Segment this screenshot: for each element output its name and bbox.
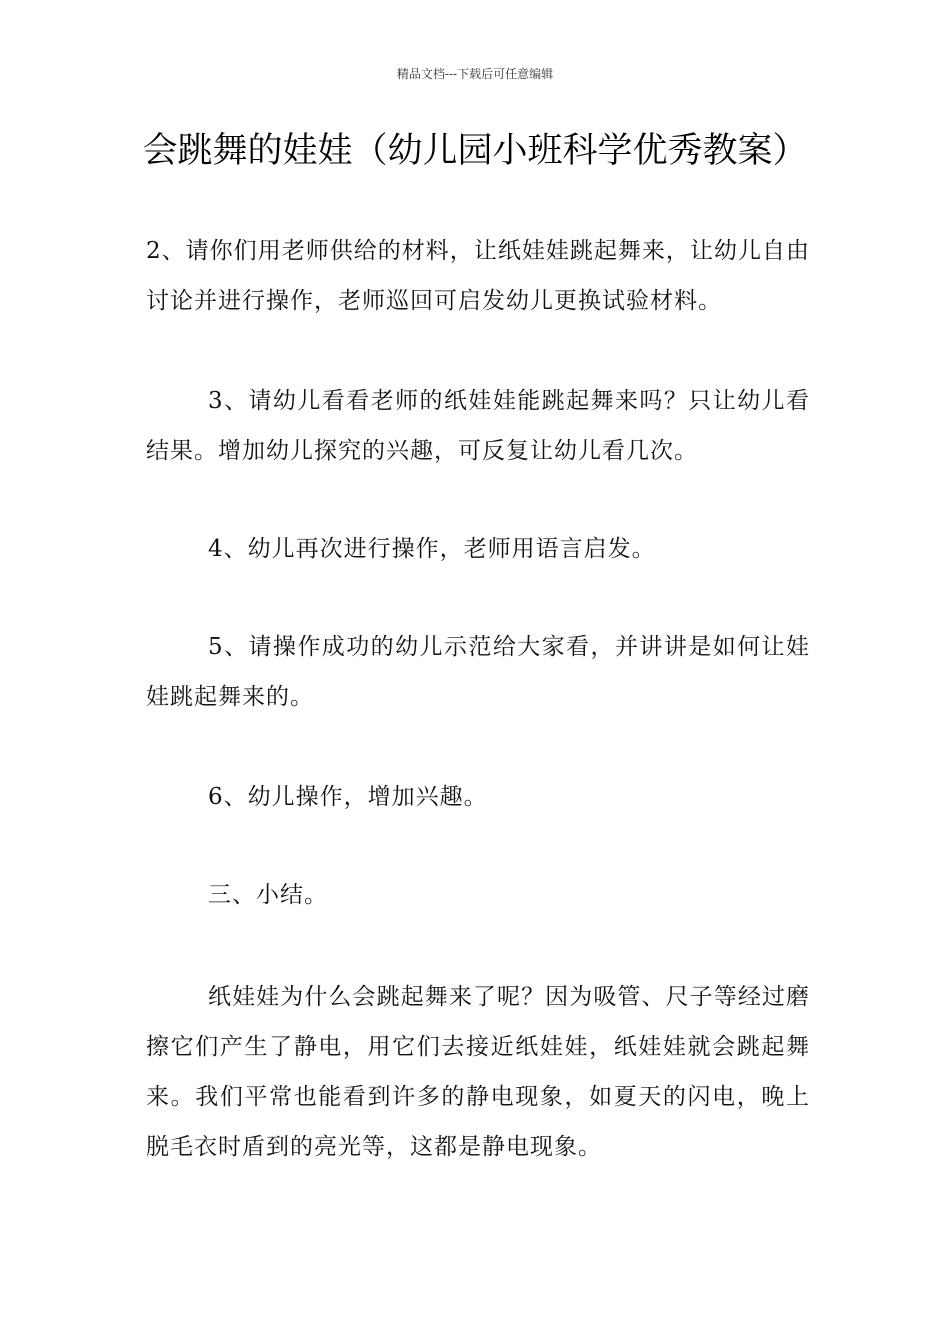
paragraph-step-2: 2、请你们用老师供给的材料，让纸娃娃跳起舞来，让幼儿自由讨论并进行操作，老师巡回可启发幼儿更换试验材料。 (146, 238, 810, 314)
paragraph-step-3: 3、请幼儿看看老师的纸娃娃能跳起舞来吗？只让幼儿看结果。增加幼儿探究的兴趣，可反复让幼儿看几次。 (146, 388, 810, 464)
page-header: 精品文档---下载后可任意编辑 (396, 67, 554, 81)
paragraph-step-5: 5、请操作成功的幼儿示范给大家看，并讲讲是如何让娃娃跳起舞来的。 (146, 634, 810, 710)
section-heading-summary: 三、小结。 (208, 882, 328, 908)
paragraph-summary: 纸娃娃为什么会跳起舞来了呢？因为吸管、尺子等经过磨擦它们产生了静电，用它们去接近纸娃娃，纸娃娃就会跳起舞来。我们平常也能看到许多的静电现象，如夏天的闪电，晚上脱毛衣时盾到的亮光等，这都是静电现象。 (146, 984, 810, 1160)
paragraph-step-6: 6、幼儿操作，增加兴趣。 (208, 784, 488, 810)
paragraph-step-4: 4、幼儿再次进行操作，老师用语言启发。 (208, 536, 656, 562)
document-title: 会跳舞的娃娃（幼儿园小班科学优秀教案） (142, 131, 808, 171)
